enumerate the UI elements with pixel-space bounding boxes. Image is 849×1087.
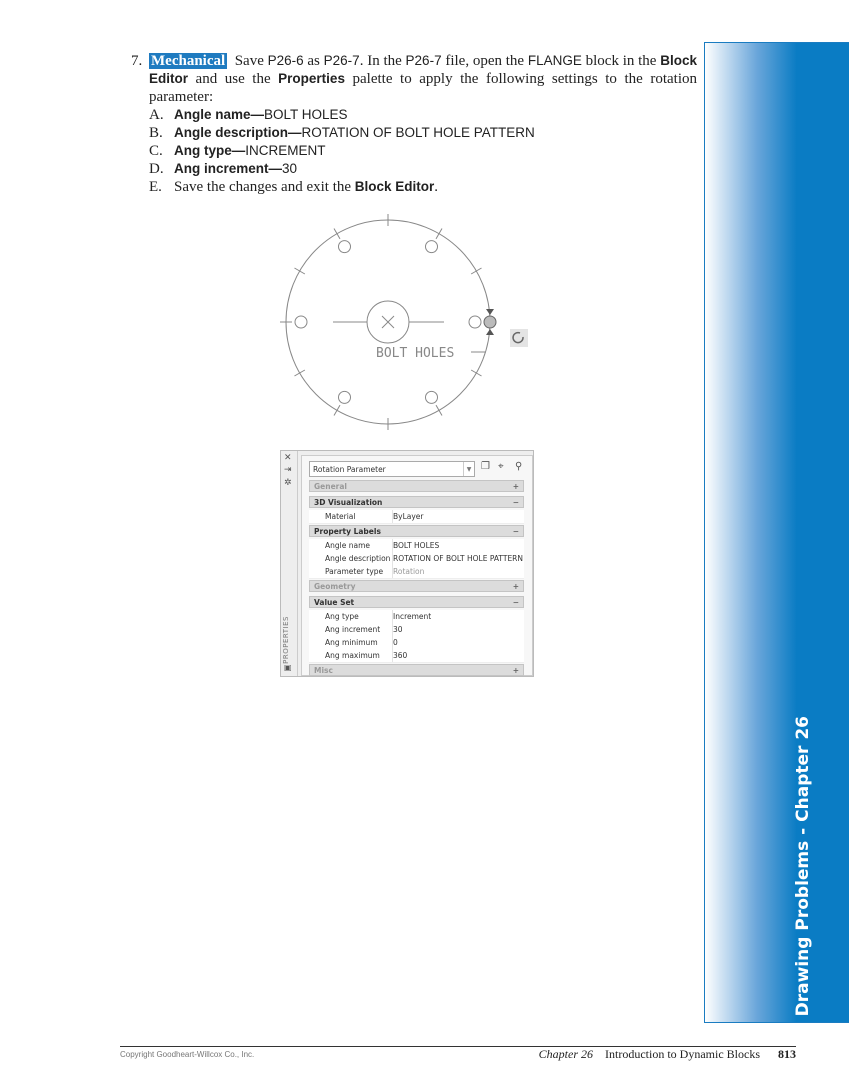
property-row[interactable] [309, 552, 524, 566]
collapse-icon[interactable]: − [512, 498, 519, 507]
selection-dropdown[interactable] [309, 461, 475, 477]
section-value-set[interactable] [309, 596, 524, 608]
chapter-label: Chapter 26 [538, 1047, 594, 1061]
problem-7 [131, 52, 697, 106]
chapter-title: Introduction to Dynamic Blocks [605, 1047, 760, 1061]
text: Save [234, 53, 268, 69]
section-property-labels[interactable] [309, 525, 524, 537]
letter: A. [149, 107, 164, 123]
chevron-down-icon: ▼ [463, 462, 474, 476]
letter: B. [149, 125, 163, 141]
list-item [149, 142, 535, 160]
property-name: Material [325, 512, 356, 521]
expand-icon[interactable]: + [512, 582, 519, 591]
angle-tick [436, 228, 442, 238]
label: Ang type— [174, 143, 246, 158]
label: Angle description— [174, 125, 302, 140]
section-label: 3D Visualization [314, 498, 383, 507]
angle-tick [334, 228, 340, 238]
sidebar-title: Drawing Problems - Chapter 26 [793, 715, 813, 1016]
property-name: Ang type [325, 612, 359, 621]
section-label: Property Labels [314, 527, 381, 536]
list-item [149, 106, 535, 124]
text: Save the changes and exit the [174, 179, 355, 195]
mechanical-tag: Mechanical [151, 53, 226, 69]
property-value[interactable]: Rotation [393, 567, 425, 576]
property-row[interactable] [309, 565, 524, 579]
bolt-hole [339, 391, 351, 403]
label: Angle name— [174, 107, 265, 122]
angle-tick [334, 405, 340, 415]
bolt-hole [339, 241, 351, 253]
section-geometry[interactable] [309, 580, 524, 592]
properties-grid [301, 455, 533, 676]
value: ROTATION OF BOLT HOLE PATTERN [301, 125, 535, 140]
list-item [149, 124, 535, 142]
bolt-holes-label: BOLT HOLES [376, 346, 455, 361]
selection-value: Rotation Parameter [313, 465, 386, 474]
section-label: Value Set [314, 598, 355, 607]
bolt-hole [295, 316, 307, 328]
term: Block Editor [354, 179, 435, 194]
select-objects-icon[interactable]: ⌖ [498, 461, 504, 472]
property-value[interactable]: Increment [393, 612, 432, 621]
bolt-hole [426, 391, 438, 403]
angle-tick [471, 268, 481, 274]
section-general[interactable] [309, 480, 524, 492]
property-name: Angle description [325, 554, 391, 563]
autohide-icon[interactable]: ⇥ [284, 465, 292, 475]
list-item [149, 160, 535, 178]
term: Properties [278, 71, 345, 86]
collapse-icon[interactable]: − [512, 598, 519, 607]
text: as [303, 53, 324, 69]
property-row[interactable] [309, 510, 524, 524]
letter: D. [149, 161, 164, 177]
section-label: Misc [314, 666, 333, 675]
angle-tick [471, 370, 481, 376]
value: INCREMENT [245, 143, 326, 158]
letter: C. [149, 143, 163, 159]
property-row[interactable] [309, 539, 524, 553]
text: palette to apply the following settings to the rotation parameter: [149, 71, 697, 105]
value: 30 [282, 161, 298, 176]
property-value[interactable]: 360 [393, 651, 408, 660]
term: Block Editor [149, 53, 697, 86]
property-value[interactable]: BOLT HOLES [393, 541, 440, 550]
bolt-hole [469, 316, 481, 328]
text: and use the [188, 71, 279, 87]
file-name: P26-6 [267, 53, 304, 68]
property-name: Ang increment [325, 625, 381, 634]
cycle-icon[interactable] [510, 329, 528, 347]
rotation-grip-icon[interactable] [484, 309, 496, 335]
property-name: Parameter type [325, 567, 384, 576]
properties-palette [280, 450, 534, 677]
property-value[interactable]: 30 [393, 625, 403, 634]
section-label: Geometry [314, 582, 356, 591]
property-row[interactable] [309, 636, 524, 650]
file-name: P26-7 [323, 53, 360, 68]
quick-select-icon[interactable]: ⚲ [515, 461, 523, 472]
label: Ang increment— [174, 161, 283, 176]
property-name: Ang maximum [325, 651, 380, 660]
palette-title: PROPERTIES [282, 616, 290, 664]
collapse-icon[interactable]: − [512, 527, 519, 536]
section-3d-visualization[interactable] [309, 496, 524, 508]
property-name: Angle name [325, 541, 370, 550]
text: . In the [359, 53, 406, 69]
settings-list [149, 106, 535, 196]
gear-icon[interactable]: ✲ [284, 478, 292, 488]
text: . [434, 179, 439, 195]
bolt-hole [426, 241, 438, 253]
file-name: P26-7 [405, 53, 442, 68]
angle-tick [294, 268, 304, 274]
property-value[interactable]: ByLayer [393, 512, 424, 521]
expand-icon[interactable]: + [512, 666, 519, 675]
property-row[interactable] [309, 610, 524, 624]
problem-number: 7. [131, 53, 143, 69]
toggle-pickadd-icon[interactable]: ❐ [481, 461, 490, 472]
copyright: Copyright Goodheart-Willcox Co., Inc. [120, 1050, 255, 1059]
text: file, open the [441, 53, 528, 69]
page-number: 813 [778, 1047, 796, 1061]
property-name: Ang minimum [325, 638, 378, 647]
angle-tick [436, 405, 442, 415]
expand-icon[interactable]: + [512, 482, 519, 491]
page-footer [120, 1046, 796, 1061]
section-misc[interactable] [309, 664, 524, 676]
palette-title-bar[interactable] [281, 451, 298, 676]
property-row[interactable] [309, 649, 524, 663]
close-icon[interactable]: ✕ [284, 453, 292, 463]
property-value[interactable]: ROTATION OF BOLT HOLE PATTERN [393, 554, 524, 563]
value: BOLT HOLES [264, 107, 348, 122]
property-row[interactable] [309, 623, 524, 637]
chapter-sidebar [704, 42, 849, 1023]
letter: E. [149, 179, 162, 195]
text: block in the [581, 53, 661, 69]
flange-drawing [270, 205, 540, 435]
property-value[interactable]: 0 [393, 638, 398, 647]
list-item [149, 178, 535, 196]
section-label: General [314, 482, 347, 491]
block-name: FLANGE [527, 53, 582, 68]
palette-menu-icon[interactable]: ▣ [284, 663, 292, 672]
angle-tick [294, 370, 304, 376]
